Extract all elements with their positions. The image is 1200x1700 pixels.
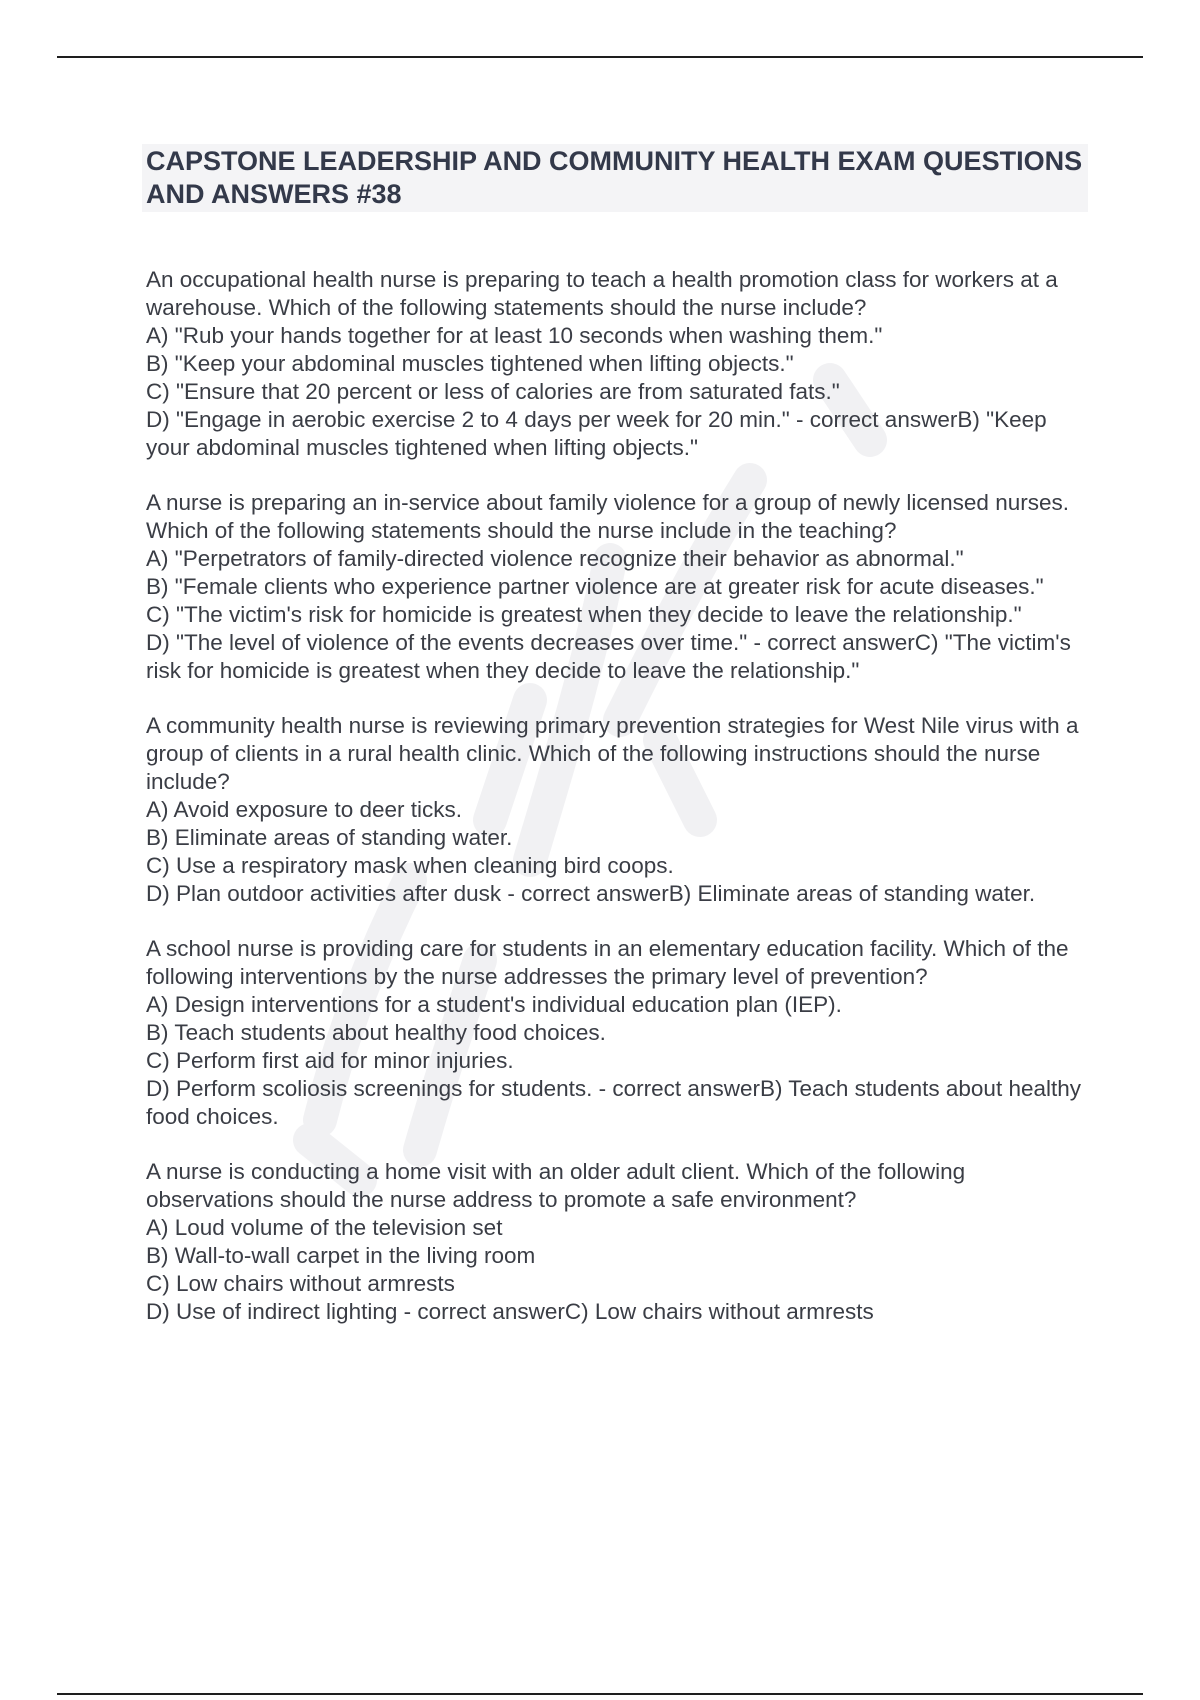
questions-list: [146, 266, 1096, 1353]
answer-option: A) Loud volume of the television set: [146, 1215, 503, 1240]
answer-option: A) "Perpetrators of family-directed violence recognize their behavior as abnormal.": [146, 546, 964, 571]
answer-option: C) "The victim's risk for homicide is greatest when they decide to leave the relationship.": [146, 602, 1022, 627]
question-block: [146, 489, 1096, 685]
answer-option: D) Plan outdoor activities after dusk - correct answerB) Eliminate areas of standing water.: [146, 881, 1036, 906]
answer-option: C) "Ensure that 20 percent or less of calories are from saturated fats.": [146, 379, 840, 404]
answer-option: D) Use of indirect lighting - correct answerC) Low chairs without armrests: [146, 1299, 874, 1324]
answer-option: A) Avoid exposure to deer ticks.: [146, 797, 462, 822]
question-stem: An occupational health nurse is preparing to teach a health promotion class for workers at a warehouse. Which of the following statements should the nurse include?: [146, 267, 1058, 320]
answer-option: D) "Engage in aerobic exercise 2 to 4 days per week for 20 min." - correct answerB) "Keep your abdominal muscles tightened when lifting objects.": [146, 407, 1047, 460]
answer-option: D) "The level of violence of the events decreases over time." - correct answerC) "The victim's risk for homicide is greatest when they decide to leave the relationship.": [146, 630, 1071, 683]
question-stem: A school nurse is providing care for students in an elementary education facility. Which of the following interventions by the nurse addresses the primary level of prevention?: [146, 936, 1069, 989]
top-rule: [57, 56, 1143, 58]
question-stem: A nurse is conducting a home visit with an older adult client. Which of the following observations should the nurse address to promote a safe environment?: [146, 1159, 966, 1212]
answer-option: B) Wall-to-wall carpet in the living room: [146, 1243, 536, 1268]
answer-option: B) "Female clients who experience partner violence are at greater risk for acute diseases.": [146, 574, 1044, 599]
question-block: [146, 935, 1096, 1131]
question-block: [146, 712, 1096, 908]
answer-option: B) Eliminate areas of standing water.: [146, 825, 513, 850]
answer-option: A) "Rub your hands together for at least 10 seconds when washing them.": [146, 323, 883, 348]
document-title: CAPSTONE LEADERSHIP AND COMMUNITY HEALTH EXAM QUESTIONS AND ANSWERS #38: [146, 146, 1083, 209]
bottom-rule: [57, 1693, 1143, 1695]
answer-option: A) Design interventions for a student's individual education plan (IEP).: [146, 992, 842, 1017]
answer-option: C) Perform first aid for minor injuries.: [146, 1048, 514, 1073]
question-stem: A nurse is preparing an in-service about family violence for a group of newly licensed nurses. Which of the following statements should the nurse include in the teaching?: [146, 490, 1069, 543]
question-stem: A community health nurse is reviewing primary prevention strategies for West Nile virus with a group of clients in a rural health clinic. Which of the following instructions should the nurse include?: [146, 713, 1079, 794]
answer-option: D) Perform scoliosis screenings for students. - correct answerB) Teach students about healthy food choices.: [146, 1076, 1082, 1129]
answer-option: C) Low chairs without armrests: [146, 1271, 455, 1296]
answer-option: B) Teach students about healthy food choices.: [146, 1020, 606, 1045]
answer-option: C) Use a respiratory mask when cleaning bird coops.: [146, 853, 674, 878]
question-block: [146, 1158, 1096, 1326]
question-block: [146, 266, 1096, 462]
answer-option: B) "Keep your abdominal muscles tightened when lifting objects.": [146, 351, 794, 376]
